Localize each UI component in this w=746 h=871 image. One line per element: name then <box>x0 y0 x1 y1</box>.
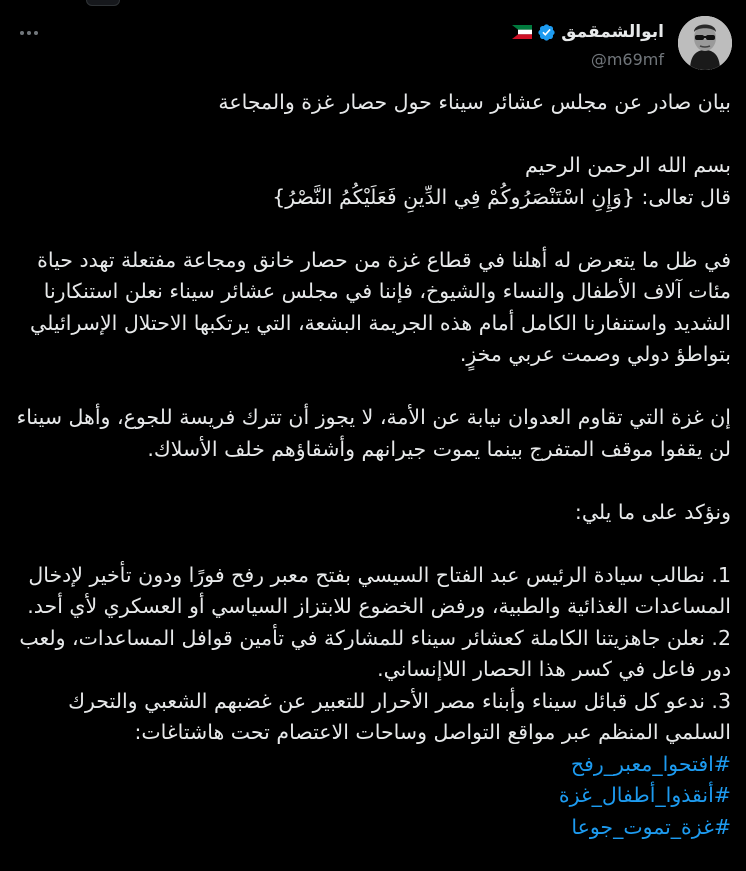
paragraph-siege: في ظل ما يتعرض له أهلنا في قطاع غزة من حصار خانق ومجاعة مفتعلة تهدد حياة مئات آلاف الأطفال والنساء والشيوخ، فإننا في مجلس عشائر سيناء نعلن استنكارنا الشديد واستنفارنا الكامل أمام هذه الجريمة البشعة، التي يرتكبها الاحتلال الإسرائيلي بتواطؤ دولي وصمت عربي مخزٍ. <box>30 247 731 366</box>
list-item-3: 3. ندعو كل قبائل سيناء وأبناء مصر الأحرار للتعبير عن غضبهم الشعبي والتحرك السلمي المنظم عبر مواقع التواصل وساحات الاعتصام تحت هاشتاغات: <box>68 688 731 744</box>
list-item-1: 1. نطالب سيادة الرئيس عبد الفتاح السيسي بفتح معبر رفح فورًا ودون تأخير لإدخال المساعدات الغذائية والطبية، ورفض الخضوع للابتزاز السياسي أو العسكري لأي أحد. <box>27 562 731 618</box>
paragraph-gaza: إن غزة التي تقاوم العدوان نيابة عن الأمة، لا يجوز أن تترك فريسة للجوع، وأهل سيناء لن يقفوا موقف المتفرج بينما يموت جيرانهم وأشقاؤهم خلف الأسلاك. <box>16 405 731 461</box>
avatar[interactable] <box>678 16 732 70</box>
more-options-icon <box>19 30 39 36</box>
previous-element-edge <box>86 0 120 6</box>
author-handle[interactable]: @m69mf <box>590 50 664 69</box>
avatar-image <box>678 16 732 70</box>
list-item-2: 2. نعلن جاهزيتنا الكاملة كعشائر سيناء للمشاركة في تأمين قوافل المساعدات، ولعب دور فاعل في كسر هذا الحصار اللاإنساني. <box>19 625 731 681</box>
author-name-row <box>512 20 664 44</box>
author-display-name[interactable]: ابوالشمقمق <box>561 22 664 42</box>
kuwait-flag-icon <box>512 25 532 39</box>
paragraph-affirm: ونؤكد على ما يلي: <box>574 499 731 524</box>
verified-badge-icon[interactable] <box>537 23 556 42</box>
hashtag-open-rafah[interactable]: #افتحوا_معبر_رفح <box>570 751 731 776</box>
more-options-button[interactable] <box>14 20 44 46</box>
statement-title: بيان صادر عن مجلس عشائر سيناء حول حصار غزة والمجاعة <box>218 90 731 114</box>
tweet-text <box>16 87 731 843</box>
hashtag-save-gaza-children[interactable]: #أنقذوا_أطفال_غزة <box>558 783 731 807</box>
quran-verse: قال تعالى: {وَإِنِ اسْتَنْصَرُوكُمْ فِي الدِّينِ فَعَلَيْكُمُ النَّصْرُ} <box>272 184 731 209</box>
tweet-author <box>512 20 664 69</box>
basmala: بسم الله الرحمن الرحيم <box>524 153 731 177</box>
hashtag-gaza-starving[interactable]: #غزة_تموت_جوعا <box>571 814 731 839</box>
